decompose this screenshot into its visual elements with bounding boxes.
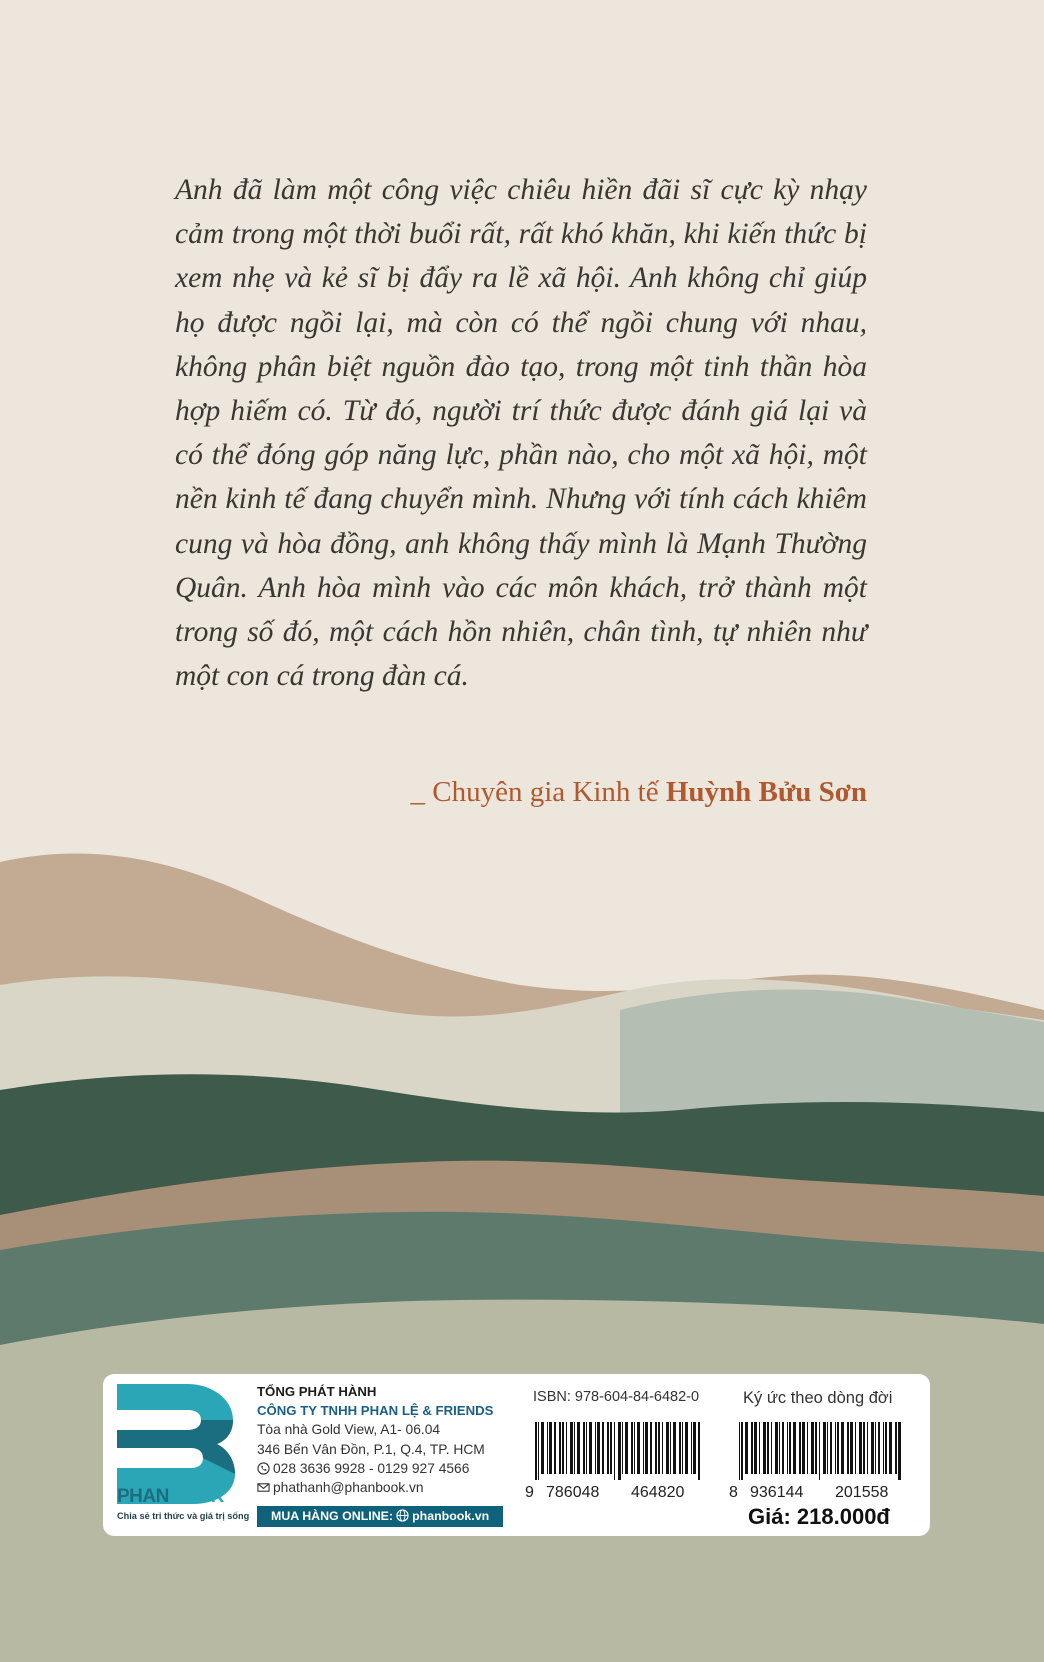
barcode-bar bbox=[802, 1422, 805, 1474]
barcode-bar bbox=[739, 1422, 740, 1480]
price-barcode bbox=[737, 1422, 907, 1480]
logo-word-phan: PHAN bbox=[117, 1486, 169, 1507]
barcode-bar bbox=[779, 1422, 780, 1474]
book-price: Giá: 218.000đ bbox=[748, 1504, 890, 1529]
barcode-bar bbox=[614, 1422, 615, 1480]
email-address: phathanh@phanbook.vn bbox=[273, 1480, 424, 1496]
barcode-bar bbox=[535, 1422, 537, 1480]
barcode-bar bbox=[634, 1422, 635, 1474]
attribution-prefix: _ Chuyên gia Kinh tế bbox=[410, 776, 666, 808]
barcode-bar bbox=[691, 1422, 692, 1474]
barcode-bar bbox=[867, 1422, 868, 1474]
barcode-bar bbox=[767, 1422, 769, 1474]
barcode-bar bbox=[855, 1422, 856, 1474]
barcode1-right-digits: 464820 bbox=[631, 1484, 685, 1501]
barcode-bar bbox=[878, 1422, 880, 1474]
barcode-bar bbox=[549, 1422, 552, 1474]
barcode-bar bbox=[698, 1422, 700, 1480]
logo-word-book: BOOK bbox=[168, 1486, 224, 1507]
barcode-bar bbox=[685, 1422, 688, 1474]
barcode-bar bbox=[662, 1422, 663, 1474]
barcode-bar bbox=[754, 1422, 757, 1474]
barcode-bar bbox=[889, 1422, 892, 1474]
barcode-bar bbox=[775, 1422, 778, 1474]
email-line bbox=[257, 1478, 497, 1497]
barcode-bar bbox=[771, 1422, 772, 1474]
barcode-bar bbox=[559, 1422, 561, 1474]
isbn-barcode bbox=[533, 1422, 703, 1480]
barcode-bar bbox=[782, 1422, 784, 1474]
phone-icon bbox=[257, 1462, 270, 1475]
address-line-2: 346 Bến Vân Đồn, P.1, Q.4, TP. HCM bbox=[257, 1441, 485, 1457]
barcode-bar bbox=[837, 1422, 839, 1474]
barcode-bar bbox=[643, 1422, 644, 1474]
barcode-bar bbox=[789, 1422, 791, 1474]
barcode-bar bbox=[693, 1422, 696, 1474]
barcode-bar bbox=[538, 1422, 539, 1480]
barcode-bar bbox=[827, 1422, 828, 1474]
online-label: MUA HÀNG ONLINE: bbox=[271, 1509, 394, 1523]
barcode-bar bbox=[807, 1422, 808, 1474]
quote-attribution bbox=[411, 776, 867, 809]
online-store-banner bbox=[257, 1506, 503, 1527]
phone-line bbox=[257, 1459, 497, 1478]
barcode-bar bbox=[610, 1422, 612, 1474]
barcode-bar bbox=[618, 1422, 621, 1480]
barcode-bar bbox=[570, 1422, 573, 1474]
barcode-bar bbox=[863, 1422, 865, 1474]
mail-icon bbox=[257, 1481, 270, 1494]
barcode-bar bbox=[625, 1422, 628, 1474]
logo-wordmark bbox=[117, 1486, 243, 1508]
barcode-bar bbox=[554, 1422, 556, 1474]
distributor-heading: TỔNG PHÁT HÀNH bbox=[257, 1384, 377, 1399]
quote-text: Anh đã làm một công việc chiêu hiền đãi sĩ cực kỳ nhạy cảm trong một thời buổi rất, rất khó khăn, khi kiến thức bị xem nhẹ và kẻ sĩ bị đẩy ra lề xã hội. Anh không chỉ giúp họ được ngồi lại, mà còn có thể ngồi chung với nhau, không phân biệt nguồn đào tạo, trong một tinh thần hòa hợp hiếm có. Từ đó, người trí thức được đánh giá lại và có thể đóng góp năng lực, phần nào, cho một xã hội, một nền kinh tế đang chuyển mình. Nhưng với tính cách khiêm cung và hòa đồng, anh không thấy mình là Mạnh Thường Quân. Anh hòa mình vào các môn khách, trở thành một trong số đó, một cách hồn nhiên, chân tình, tự nhiên như một con cá trong đàn cá. bbox=[175, 174, 867, 693]
barcode-bar bbox=[763, 1422, 766, 1474]
barcode-bar bbox=[745, 1422, 748, 1474]
barcode2-left-digits: 936144 bbox=[750, 1484, 804, 1501]
barcode-bar bbox=[566, 1422, 567, 1474]
barcode-bar bbox=[666, 1422, 669, 1474]
barcode-bar bbox=[819, 1422, 820, 1480]
barcode-bar bbox=[830, 1422, 832, 1474]
barcode-bar bbox=[562, 1422, 564, 1474]
barcode-bar bbox=[655, 1422, 657, 1474]
barcode-bar bbox=[645, 1422, 648, 1474]
barcode-bar bbox=[583, 1422, 585, 1474]
barcode-bar bbox=[607, 1422, 609, 1474]
barcode-bar bbox=[586, 1422, 587, 1474]
distributor-details bbox=[257, 1382, 497, 1497]
barcode-bar bbox=[898, 1422, 901, 1480]
barcode1-left-digits: 786048 bbox=[546, 1484, 600, 1501]
attribution-name: Huỳnh Bửu Sơn bbox=[665, 776, 867, 808]
address-line-1: Tòa nhà Gold View, A1- 06.04 bbox=[257, 1422, 441, 1438]
barcode-bar bbox=[875, 1422, 876, 1474]
barcode-bar bbox=[823, 1422, 826, 1474]
barcode2-right-digits: 201558 bbox=[835, 1484, 889, 1501]
barcode-bar bbox=[602, 1422, 604, 1474]
barcode-bar bbox=[622, 1422, 623, 1474]
barcode-bar bbox=[835, 1422, 836, 1474]
barcode-bar bbox=[682, 1422, 683, 1474]
barcode-bar bbox=[850, 1422, 853, 1474]
barcode-bar bbox=[787, 1422, 788, 1474]
barcode-bar bbox=[871, 1422, 874, 1474]
barcode-bar bbox=[885, 1422, 887, 1474]
barcode-bar bbox=[759, 1422, 760, 1474]
barcode-bar bbox=[574, 1422, 575, 1474]
barcode-bar bbox=[597, 1422, 600, 1474]
barcode-bar bbox=[658, 1422, 660, 1474]
company-name: CÔNG TY TNHH PHAN LỆ & FRIENDS bbox=[257, 1403, 494, 1419]
barcode-bar bbox=[883, 1422, 884, 1474]
barcode-bar bbox=[673, 1422, 676, 1474]
barcode2-lead-digit: 8 bbox=[729, 1484, 738, 1501]
online-site: phanbook.vn bbox=[412, 1509, 490, 1523]
barcode-bar bbox=[841, 1422, 844, 1474]
barcode-bar bbox=[589, 1422, 592, 1474]
barcode-bar bbox=[541, 1422, 544, 1474]
publisher-info-box bbox=[103, 1374, 930, 1536]
barcode-bar bbox=[793, 1422, 796, 1474]
barcode-bar bbox=[637, 1422, 640, 1474]
barcode-bar bbox=[751, 1422, 753, 1474]
barcode-bar bbox=[650, 1422, 652, 1474]
barcode-bar bbox=[847, 1422, 849, 1474]
barcode-bar bbox=[811, 1422, 814, 1474]
phone-numbers: 028 3636 9928 - 0129 927 4566 bbox=[273, 1460, 470, 1476]
book-title: Ký ức theo dòng đời bbox=[743, 1389, 893, 1407]
logo-tagline: Chia sẻ tri thức và giá trị sống bbox=[117, 1511, 250, 1521]
barcode-bar bbox=[679, 1422, 681, 1474]
barcode-bar bbox=[895, 1422, 897, 1474]
barcode-bar bbox=[631, 1422, 633, 1474]
barcode-bar bbox=[577, 1422, 580, 1474]
barcode-bar bbox=[799, 1422, 801, 1474]
barcode-bar bbox=[595, 1422, 596, 1474]
barcode-bar bbox=[547, 1422, 548, 1474]
barcode-bar bbox=[859, 1422, 862, 1474]
barcode1-lead-digit: 9 bbox=[525, 1484, 534, 1501]
barcode-bar bbox=[815, 1422, 817, 1474]
isbn-number: ISBN: 978-604-84-6482-0 bbox=[533, 1389, 700, 1405]
barcode-bar bbox=[741, 1422, 743, 1480]
barcode-bar bbox=[670, 1422, 671, 1474]
globe-icon bbox=[396, 1509, 409, 1522]
